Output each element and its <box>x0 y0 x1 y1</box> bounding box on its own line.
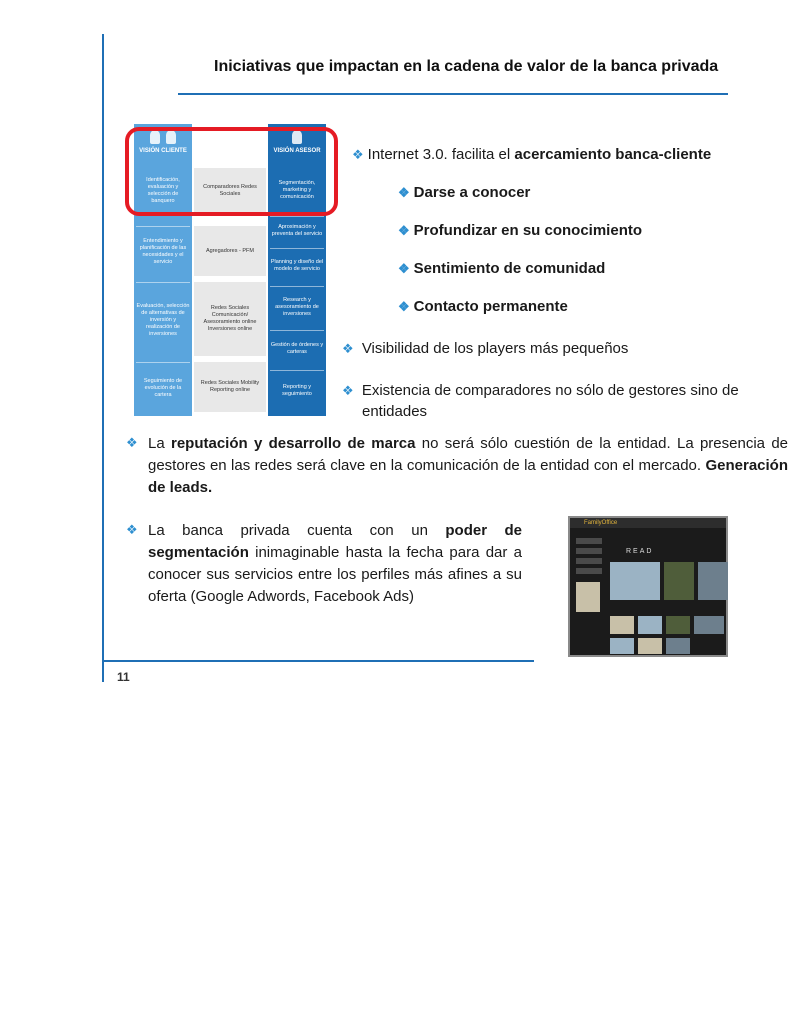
slide-title: Iniciativas que impactan en la cadena de valor de la banca privada <box>214 58 719 75</box>
website-screenshot <box>568 516 728 657</box>
screenshot-photo <box>638 638 662 654</box>
advisor-cell: Research y asesoramiento de inversiones <box>270 286 324 327</box>
client-cell: Evaluación, selección de alternativas de inversión y realización de inversiones <box>136 282 190 357</box>
highlight-box <box>125 127 338 216</box>
diamond-bullet-icon: ❖ <box>398 223 410 238</box>
screenshot-logo: FamilyOffice <box>584 520 618 526</box>
screenshot-photo <box>664 562 694 600</box>
channel-cell: Agregadores - PFM <box>194 226 266 276</box>
screenshot-photo <box>694 616 724 634</box>
sub-bullet: ❖ Contacto permanente <box>398 298 568 315</box>
diamond-bullet-icon: ❖ <box>352 147 364 162</box>
screenshot-photo <box>610 616 634 634</box>
diamond-bullet-icon: ❖ <box>398 185 410 200</box>
left-accent-line <box>102 34 104 682</box>
client-view-header: VISIÓN CLIENTE <box>134 128 192 164</box>
channel-cell: Redes Sociales Mobility Reporting online <box>194 362 266 412</box>
advisor-cell: Gestión de órdenes y carteras <box>270 330 324 367</box>
client-cell: Entendimiento y planificación de las necesidades y el servicio <box>136 226 190 277</box>
advisor-cell: Aproximación y preventa del servicio <box>270 216 324 245</box>
advisor-cell: Planning y diseño del modelo de servicio <box>270 248 324 283</box>
screenshot-photo <box>698 562 728 600</box>
screenshot-photo <box>666 638 690 654</box>
page-number: 11 <box>117 670 130 684</box>
bullet-comparadores: ❖ Existencia de comparadores no sólo de gestores sino de <box>342 382 739 399</box>
screenshot-photo <box>638 616 662 634</box>
title-underline <box>178 93 728 95</box>
diamond-bullet-icon: ❖ <box>398 299 410 314</box>
client-cell: Seguimiento de evolución de la cartera <box>136 362 190 413</box>
sub-bullet: ❖ Darse a conocer <box>398 184 531 201</box>
advisor-view-header: VISIÓN ASESOR <box>268 128 326 164</box>
paragraph-segmentacion: ❖ La banca privada cuenta con un poder de segmentación inimaginable hasta la fecha para dar a conocer sus servicios entre los perfiles más afines a su oferta (Google Adwords, Facebook Ads) <box>126 522 522 605</box>
screenshot-nav-item <box>576 558 602 564</box>
diamond-bullet-icon: ❖ <box>342 341 354 356</box>
client-cell: Identificación, evaluación y selección de banquero <box>146 177 180 204</box>
advisor-cell: Segmentación, marketing y comunicación <box>278 179 316 200</box>
channel-cell: Comparadores Redes Sociales <box>194 168 266 214</box>
bullet-acercamiento: ❖ Internet 3.0. facilita el acercamiento banca-cliente <box>352 146 712 163</box>
screenshot-photo <box>666 616 690 634</box>
sub-bullet: ❖ Sentimiento de comunidad <box>398 260 606 277</box>
screenshot-photo <box>610 562 660 600</box>
advisor-cell: Reporting y seguimiento <box>270 370 324 411</box>
screenshot-ad <box>576 582 600 612</box>
screenshot-read-label: READ <box>626 548 654 555</box>
bullet-visibilidad: ❖ Visibilidad de los players más pequeños <box>342 340 629 357</box>
screenshot-photo <box>610 638 634 654</box>
diamond-bullet-icon: ❖ <box>126 435 138 450</box>
diamond-bullet-icon: ❖ <box>398 261 410 276</box>
sub-bullet: ❖ Profundizar en su conocimiento <box>398 222 643 239</box>
diamond-bullet-icon: ❖ <box>342 383 354 398</box>
channel-cell: Redes Sociales Comunicación/ Asesoramiento online Inversiones online <box>194 282 266 356</box>
paragraph-reputacion: ❖ La reputación y desarrollo de marca no será sólo cuestión de la entidad. La presencia de gestores en las redes será clave en la comunicación de la entidad con el mercado. Generación de leads. <box>126 435 788 496</box>
bullet-comparadores-cont: entidades <box>362 403 428 420</box>
diamond-bullet-icon: ❖ <box>126 522 138 537</box>
screenshot-nav-item <box>576 538 602 544</box>
footer-line <box>104 660 534 662</box>
screenshot-nav-item <box>576 568 602 574</box>
screenshot-nav-item <box>576 548 602 554</box>
